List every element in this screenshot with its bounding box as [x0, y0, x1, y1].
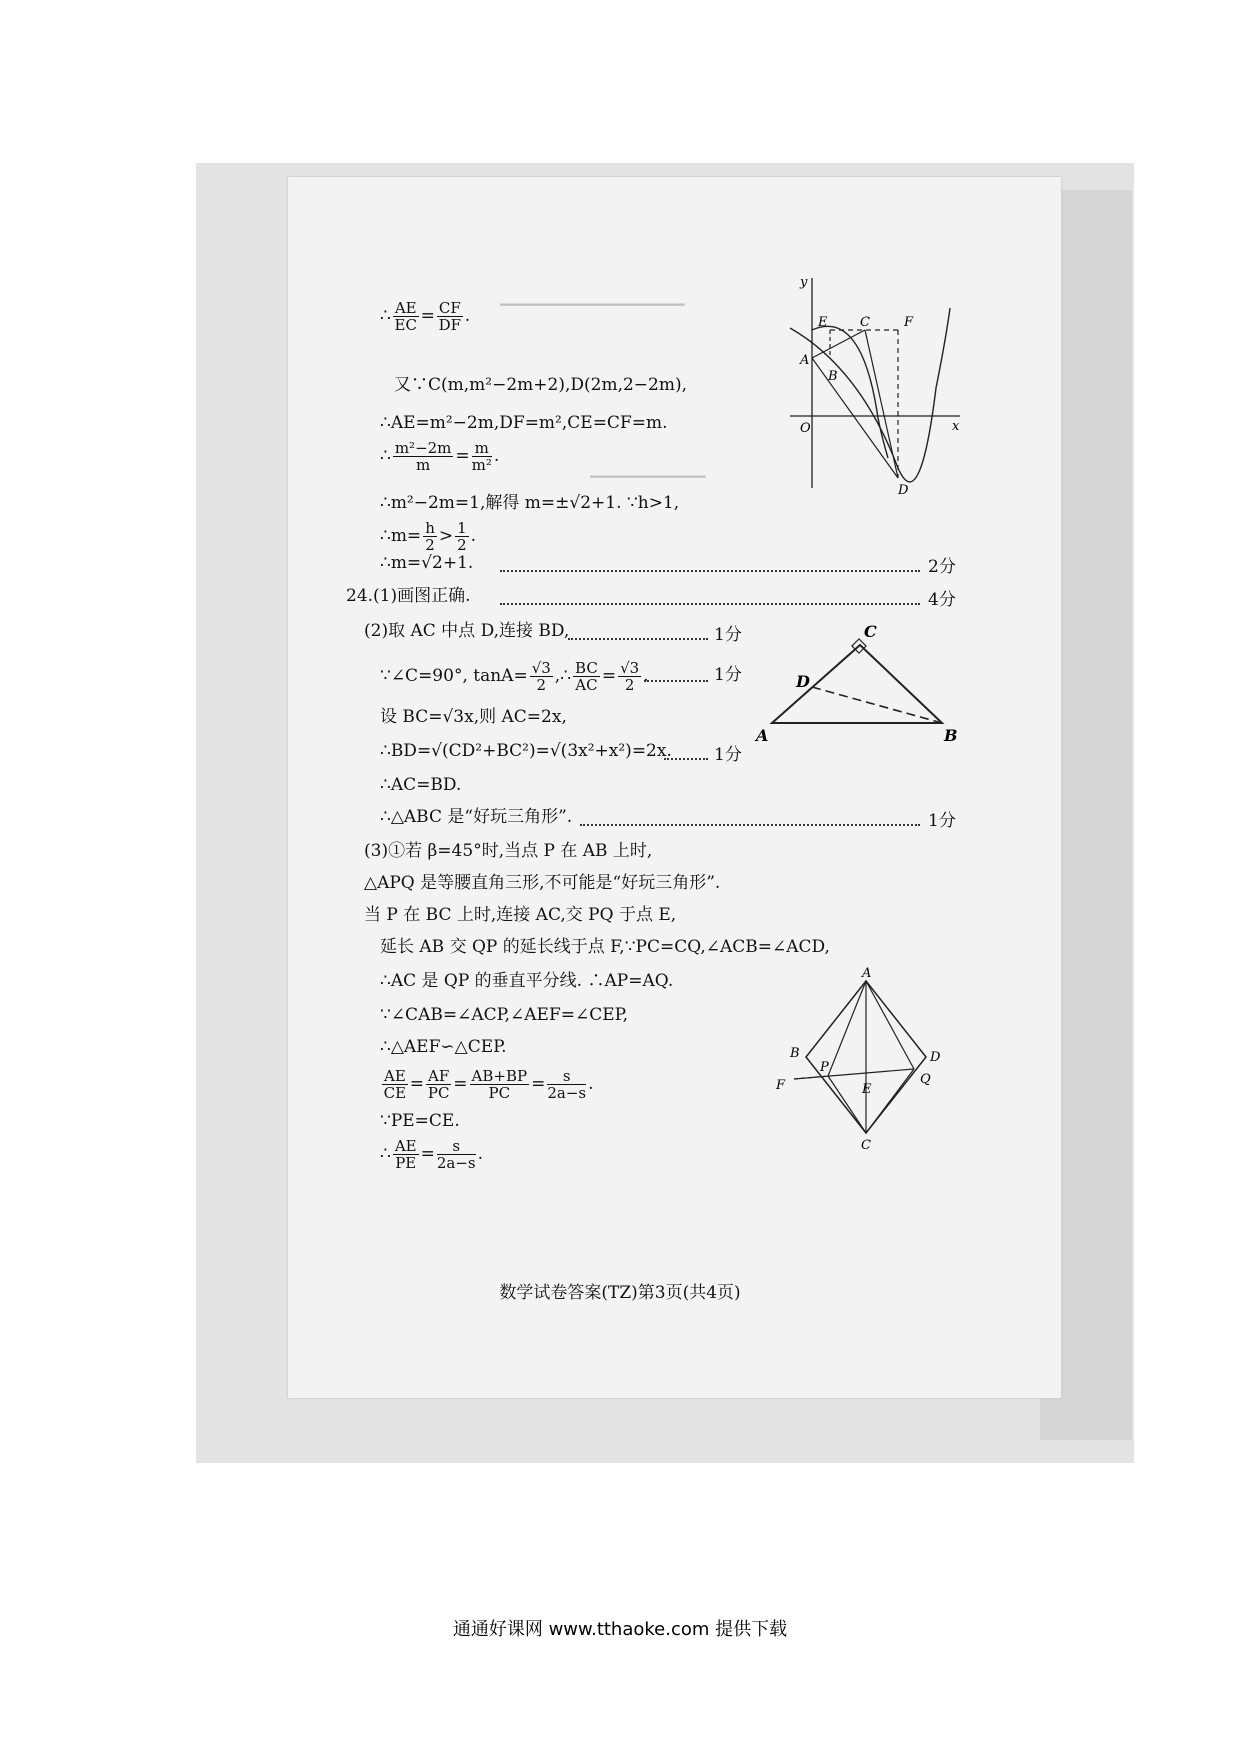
equals-sign: =: [531, 1074, 546, 1094]
label-b: B: [828, 369, 838, 384]
therefore-symbol: ,∴: [554, 666, 572, 686]
label-a: A: [862, 966, 872, 981]
solution-line-3: ∴AE=m²−2m,DF=m²,CE=CF=m.: [380, 413, 668, 433]
fraction: [437, 300, 463, 333]
label-b: B: [790, 1046, 800, 1061]
m-equals: ∴m=: [380, 526, 422, 546]
therefore-symbol: ∴: [380, 446, 391, 466]
fraction: [393, 440, 454, 473]
q24-part1: 24.(1)画图正确.: [346, 586, 471, 606]
period: .: [588, 1074, 594, 1094]
period: .: [493, 446, 500, 466]
q24-part3-line-c: 当 P 在 BC 上时,连接 AC,交 PQ 于点 E,: [364, 905, 677, 925]
solution-line-4: [380, 440, 499, 473]
label-p: P: [820, 1060, 829, 1075]
period: .: [477, 1144, 484, 1164]
fraction: [573, 660, 600, 693]
q24-part3-line-i: ∵PE=CE.: [380, 1111, 460, 1131]
equals-sign: =: [409, 1074, 425, 1094]
solution-line-6: [380, 520, 476, 553]
denominator: 2: [457, 536, 467, 554]
line-ap: [828, 981, 866, 1076]
numerator: CF: [438, 299, 461, 317]
therefore-symbol: ∴: [380, 1144, 391, 1164]
score-leader-dots: [500, 603, 920, 605]
q24-part3-line-d: 延长 AB 交 QP 的延长线于点 F,∵PC=CQ,∠ACB=∠ACD,: [380, 937, 830, 957]
numerator: m: [472, 440, 492, 457]
label-b: B: [944, 726, 958, 745]
denominator: PE: [395, 1154, 417, 1172]
equals-sign: =: [420, 306, 435, 326]
denominator: 2: [624, 676, 635, 694]
fraction: [382, 1068, 408, 1101]
numerator: s: [437, 1138, 476, 1155]
q24-part3-line-f: ∵∠CAB=∠ACP,∠AEF=∠CEP,: [380, 1005, 629, 1025]
score-1: 1分: [714, 625, 742, 645]
large-parabola: [790, 308, 950, 482]
numerator: AE: [384, 1067, 406, 1085]
denominator: m: [416, 456, 431, 474]
page-footer: 数学试卷答案(TZ)第3页(共4页): [499, 1283, 741, 1303]
q24-part2-line-b: [380, 660, 649, 693]
equals-sign: =: [601, 666, 617, 686]
solution-line-5: ∴m²−2m=1,解得 m=±√2+1. ∵h>1,: [380, 493, 680, 513]
score-1: 1分: [714, 665, 742, 685]
line-aq: [866, 981, 914, 1069]
denominator: CE: [383, 1084, 407, 1102]
equals-sign: =: [455, 446, 470, 466]
q24-part3-line-g: ∴△AEF∽△CEP.: [380, 1037, 507, 1057]
numerator: 1: [457, 519, 467, 537]
fraction: [423, 520, 437, 553]
bleed-through-text: ▁▁▁▁▁▁▁▁▁▁▁▁▁▁▁▁: [500, 288, 685, 306]
q24-part2-line-f: ∴△ABC 是“好玩三角形”.: [380, 807, 573, 827]
score-leader-dots: [580, 824, 920, 826]
numerator: AB+BP: [471, 1067, 528, 1085]
line-pc: [828, 1076, 866, 1133]
score-leader-dots: [664, 758, 708, 760]
fraction: [470, 1068, 530, 1101]
label-d: D: [796, 672, 810, 691]
q24-part3-line-e: ∴AC 是 QP 的垂直平分线. ∴AP=AQ.: [380, 971, 674, 991]
label-f: F: [776, 1078, 786, 1093]
numerator: AE: [394, 299, 417, 317]
kite-figure: [770, 965, 970, 1151]
label-x: x: [952, 419, 960, 434]
line-qc: [866, 1069, 914, 1133]
q24-part2-line-e: ∴AC=BD.: [380, 775, 462, 795]
label-a: A: [800, 353, 810, 368]
denominator: 2a−s: [547, 1084, 587, 1102]
bleed-through-text: ▁▁▁▁▁▁▁▁▁▁: [590, 460, 706, 478]
score-leader-dots: [644, 680, 708, 682]
numerator: s: [547, 1068, 586, 1085]
label-d: D: [930, 1050, 941, 1065]
denominator: m²: [471, 456, 492, 474]
score-leader-dots: [500, 570, 920, 572]
greater-than-sign: >: [438, 526, 454, 546]
numerator: m²−2m: [394, 439, 452, 457]
period: .: [464, 306, 471, 326]
label-e: E: [862, 1082, 872, 1097]
line-fq: [794, 1069, 914, 1079]
score-1: 1分: [714, 745, 742, 765]
q24-part2-line-d: ∴BD=√(CD²+BC²)=√(3x²+x²)=2x.: [380, 741, 672, 761]
numerator: h: [425, 519, 435, 537]
numerator: AF: [428, 1067, 450, 1085]
label-y: y: [800, 275, 808, 290]
fraction: [530, 660, 553, 693]
numerator: AE: [394, 1137, 417, 1155]
parabola-figure: [770, 268, 970, 498]
fraction: [426, 1068, 451, 1101]
denominator: 2: [536, 676, 547, 694]
label-c: C: [864, 622, 877, 641]
denominator: EC: [394, 316, 417, 334]
therefore-symbol: ∴: [380, 306, 391, 326]
fraction: [393, 300, 419, 333]
period: .: [643, 666, 649, 686]
score-2: 2分: [928, 557, 956, 577]
fraction: [393, 1138, 419, 1171]
label-c: C: [860, 315, 870, 330]
denominator: PC: [488, 1084, 511, 1102]
given-angle: ∵∠C=90°, tanA=: [380, 666, 528, 686]
fraction: [547, 1068, 586, 1101]
download-credit: 通通好课网 www.tthaoke.com 提供下载: [452, 1619, 788, 1640]
score-1: 1分: [928, 811, 956, 831]
fraction: [455, 520, 469, 553]
label-d: D: [898, 483, 909, 498]
fraction: [618, 660, 641, 693]
denominator: PC: [427, 1084, 450, 1102]
label-a: A: [756, 726, 769, 745]
q24-part3-line-b: △APQ 是等腰直角三形,不可能是“好玩三角形”.: [364, 873, 721, 893]
q24-part2-line-a: (2)取 AC 中点 D,连接 BD,: [364, 621, 570, 641]
denominator: AC: [575, 676, 598, 694]
q24-part2-line-c: 设 BC=√3x,则 AC=2x,: [380, 707, 567, 727]
label-e: E: [818, 315, 828, 330]
small-parabola: [812, 326, 888, 458]
equals-sign: =: [420, 1144, 435, 1164]
q24-part3-line-j: [380, 1138, 483, 1171]
numerator: BC: [575, 659, 598, 677]
label-q: Q: [920, 1072, 931, 1087]
denominator: DF: [438, 316, 462, 334]
fraction: [472, 440, 492, 473]
line-ac: [812, 330, 865, 358]
solution-line-2: 又∵C(m,m²−2m+2),D(2m,2−2m),: [394, 375, 688, 395]
right-triangle-figure: [752, 615, 968, 745]
score-leader-dots: [568, 638, 708, 640]
q24-part3-line-a: (3)①若 β=45°时,当点 P 在 AB 上时,: [364, 841, 653, 861]
numerator: √3: [620, 659, 640, 677]
fraction: [437, 1138, 476, 1171]
denominator: 2a−s: [436, 1154, 476, 1172]
equals-sign: =: [453, 1074, 468, 1094]
solution-line-1: [380, 300, 470, 333]
denominator: 2: [425, 536, 435, 554]
label-c: C: [861, 1138, 871, 1151]
numerator: √3: [531, 659, 551, 677]
period: .: [470, 526, 477, 546]
label-o: O: [800, 421, 811, 436]
score-4: 4分: [928, 590, 956, 610]
q24-part3-line-h: [380, 1068, 594, 1101]
label-f: F: [904, 315, 914, 330]
solution-line-7: ∴m=√2+1.: [380, 553, 474, 573]
